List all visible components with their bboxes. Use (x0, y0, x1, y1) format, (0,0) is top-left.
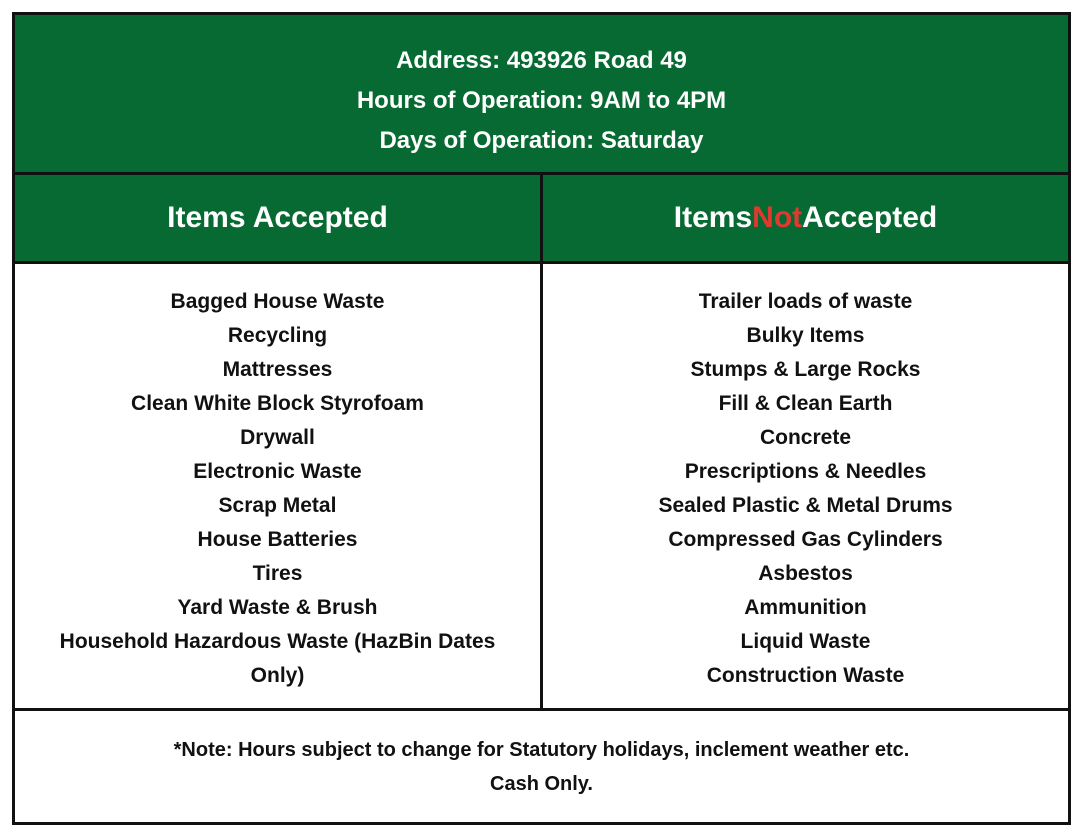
not-accepted-item: Sealed Plastic & Metal Drums (658, 494, 953, 517)
days-line: Days of Operation: Saturday (379, 127, 704, 154)
not-accepted-item: Concrete (759, 426, 852, 449)
accepted-items-column (15, 264, 543, 711)
accepted-item: Clean White Block Styrofoam (131, 392, 424, 415)
accepted-item: Scrap Metal (218, 494, 337, 517)
site-info-header (15, 15, 1068, 175)
accepted-item: Drywall (240, 426, 315, 449)
accepted-item: Recycling (227, 324, 328, 347)
not-accepted-heading-suffix: Accepted (802, 201, 938, 234)
not-accepted-item: Bulky Items (746, 324, 865, 347)
not-accepted-item: Ammunition (744, 596, 867, 619)
not-accepted-item: Prescriptions & Needles (684, 460, 927, 483)
accepted-item: Mattresses (222, 358, 333, 381)
accepted-items-list (41, 285, 514, 693)
accepted-item: Household Hazardous Waste (HazBin Dates Only) (59, 630, 496, 687)
hours-note: *Note: Hours subject to change for Statutory holidays, inclement weather etc. (173, 739, 910, 761)
payment-note: Cash Only. (490, 773, 593, 795)
not-accepted-item: Asbestos (758, 562, 853, 585)
accepted-item: House Batteries (197, 528, 358, 551)
not-accepted-items-list (543, 285, 1068, 693)
not-accepted-item: Construction Waste (706, 664, 905, 687)
accepted-item: Tires (252, 562, 303, 585)
hours-line: Hours of Operation: 9AM to 4PM (356, 87, 727, 114)
not-accepted-item: Fill & Clean Earth (718, 392, 893, 415)
address-line: Address: 493926 Road 49 (396, 47, 687, 74)
not-accepted-item: Stumps & Large Rocks (690, 358, 921, 381)
info-sheet (12, 12, 1071, 825)
accepted-item: Bagged House Waste (170, 290, 385, 313)
not-accepted-item: Liquid Waste (740, 630, 871, 653)
not-accepted-item: Compressed Gas Cylinders (668, 528, 943, 551)
not-accepted-items-column (543, 264, 1068, 711)
not-accepted-heading-highlight: Not (752, 201, 803, 234)
footer-note (15, 708, 1068, 822)
accepted-heading: Items Accepted (15, 175, 543, 264)
not-accepted-item: Trailer loads of waste (698, 290, 913, 313)
not-accepted-heading-prefix: Items (673, 201, 753, 234)
accepted-item: Yard Waste & Brush (177, 596, 378, 619)
accepted-item: Electronic Waste (193, 460, 362, 483)
not-accepted-heading (543, 175, 1068, 264)
